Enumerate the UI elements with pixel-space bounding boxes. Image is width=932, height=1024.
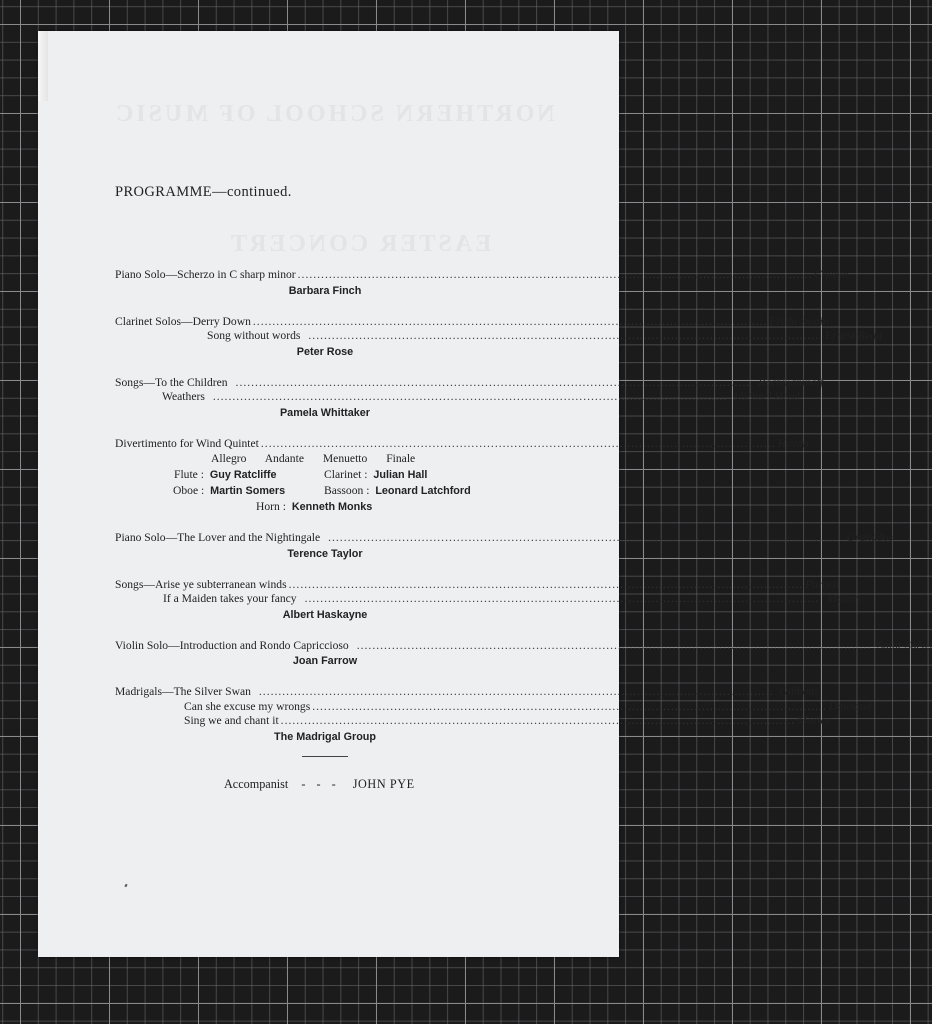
dot-leader: .................................................................................................................................... — [356, 638, 872, 652]
piece-title: Divertimento for Wind Quintet — [115, 436, 259, 450]
accompanist-name: JOHN PYE — [352, 777, 415, 791]
dot-leader: .................................................................................................................................... — [280, 714, 796, 727]
programme-line — [115, 592, 861, 607]
instrument-player: Martin Somers — [210, 485, 286, 497]
paper-speck — [124, 884, 127, 888]
instrument-player: Guy Ratcliffe — [209, 469, 277, 481]
composer: Granados — [846, 531, 894, 544]
instrument-row — [115, 483, 535, 499]
composer: Haydn — [777, 436, 809, 450]
programme-line — [115, 699, 872, 715]
piece-title: Piano Solo—Scherzo in C sharp minor — [115, 268, 296, 281]
instrument-player: Julian Hall — [373, 469, 428, 481]
movement: Menuetto — [322, 452, 368, 465]
composer: Gibbons — [779, 685, 819, 698]
composer: Michael Head — [733, 390, 800, 403]
performer: Terence Taylor — [287, 547, 363, 560]
composer: Ernest Read — [825, 329, 882, 342]
programme-item — [115, 685, 872, 745]
piece-title: Can she excuse my wrongs — [184, 699, 311, 713]
dot-leader: .................................................................................................................................... — [260, 436, 776, 450]
instrument-player: Leonard Latchford — [375, 485, 471, 497]
piece-title: Piano Solo—The Lover and the Nightingale — [115, 531, 321, 544]
composer: Mozart — [827, 592, 861, 605]
page-title: PROGRAMME—continued. — [115, 184, 292, 200]
performer: Joan Farrow — [292, 655, 358, 667]
instrument-label: Flute : — [174, 468, 204, 481]
programme-item — [115, 375, 824, 421]
dot-leader: .................................................................................................................................... — [258, 685, 774, 698]
dot-leader: .................................................................................................................................... — [252, 314, 768, 328]
instrument-row — [115, 499, 535, 515]
programme-item — [115, 268, 849, 299]
piece-title: Madrigals—The Silver Swan — [115, 685, 251, 698]
composer: Chopin — [814, 268, 849, 281]
dot-leader: .................................................................................................................................... — [312, 699, 827, 713]
programme-line — [115, 577, 839, 593]
dot-leader: .................................................................................................................................... — [212, 390, 728, 403]
dot-leader: .................................................................................................................................... — [297, 268, 813, 281]
piece-title: Clarinet Solos—Derry Down — [115, 314, 251, 328]
composer: Purcell — [805, 577, 839, 591]
programme-item — [115, 314, 882, 360]
instrument-player: Kenneth Monks — [291, 501, 373, 513]
movement: Finale — [386, 452, 416, 465]
composer: Freda Swain — [769, 314, 829, 328]
piece-title: Songs—Arise ye subterranean winds — [115, 577, 287, 591]
programme-item — [115, 577, 861, 623]
programme-item — [115, 436, 809, 516]
composer: Morley — [797, 714, 831, 727]
performer: The Madrigal Group — [274, 730, 376, 743]
show-through-text: EASTER CONCERT — [228, 231, 492, 257]
performer: Albert Haskayne — [282, 608, 368, 621]
piece-title: If a Maiden takes your fancy — [163, 592, 297, 605]
programme-line — [115, 390, 800, 405]
programme-line — [115, 314, 829, 330]
divider — [302, 756, 348, 757]
programme-line — [115, 531, 894, 546]
programme-line — [115, 436, 809, 452]
programme-page — [38, 31, 932, 957]
performer: Peter Rose — [296, 345, 354, 358]
dot-leader: .................................................................................................................................... — [288, 577, 804, 591]
instrument-label: Bassoon : — [324, 484, 370, 497]
dot-leader: .................................................................................................................................... — [308, 329, 823, 342]
performer: Barbara Finch — [288, 284, 362, 297]
piece-title: Weathers — [162, 390, 205, 403]
performer: Pamela Whittaker — [279, 406, 370, 419]
instrument-label: Clarinet : — [324, 468, 368, 481]
programme-list — [115, 268, 932, 761]
programme-line — [115, 329, 882, 344]
movements-list — [211, 451, 535, 467]
programme-line — [115, 685, 819, 700]
accompanist-line — [224, 777, 415, 792]
programme-line — [115, 268, 849, 283]
movement: Allegro — [211, 452, 247, 465]
piece-title: Violin Solo—Introduction and Rondo Capriccioso — [115, 638, 349, 652]
accompanist-label: Accompanist — [224, 777, 289, 791]
piece-title: Sing we and chant it — [184, 714, 279, 727]
composer: Dowland — [828, 699, 872, 713]
composer: Rachmaninoff — [758, 375, 824, 389]
instrument-row — [115, 467, 535, 483]
movement: Andante — [264, 452, 304, 465]
dot-leader: .................................................................................................................................... — [304, 592, 820, 605]
programme-line — [115, 714, 831, 729]
piece-title: Song without words — [207, 329, 301, 342]
instrument-label: Horn : — [256, 500, 286, 513]
dot-leader: .................................................................................................................................... — [235, 375, 751, 389]
programme-line — [115, 375, 824, 391]
programme-line — [115, 638, 932, 654]
piece-title: Songs—To the Children — [115, 375, 228, 389]
instrument-label: Oboe : — [173, 484, 205, 497]
programme-item — [115, 531, 894, 562]
programme-item — [115, 638, 932, 670]
accompanist-separator: - - - — [301, 777, 340, 791]
composer: Saint-Saëns — [877, 638, 932, 652]
show-through-text: NORTHERN SCHOOL OF MUSIC — [113, 101, 555, 127]
dot-leader: .................................................................................................................................... — [328, 531, 843, 544]
